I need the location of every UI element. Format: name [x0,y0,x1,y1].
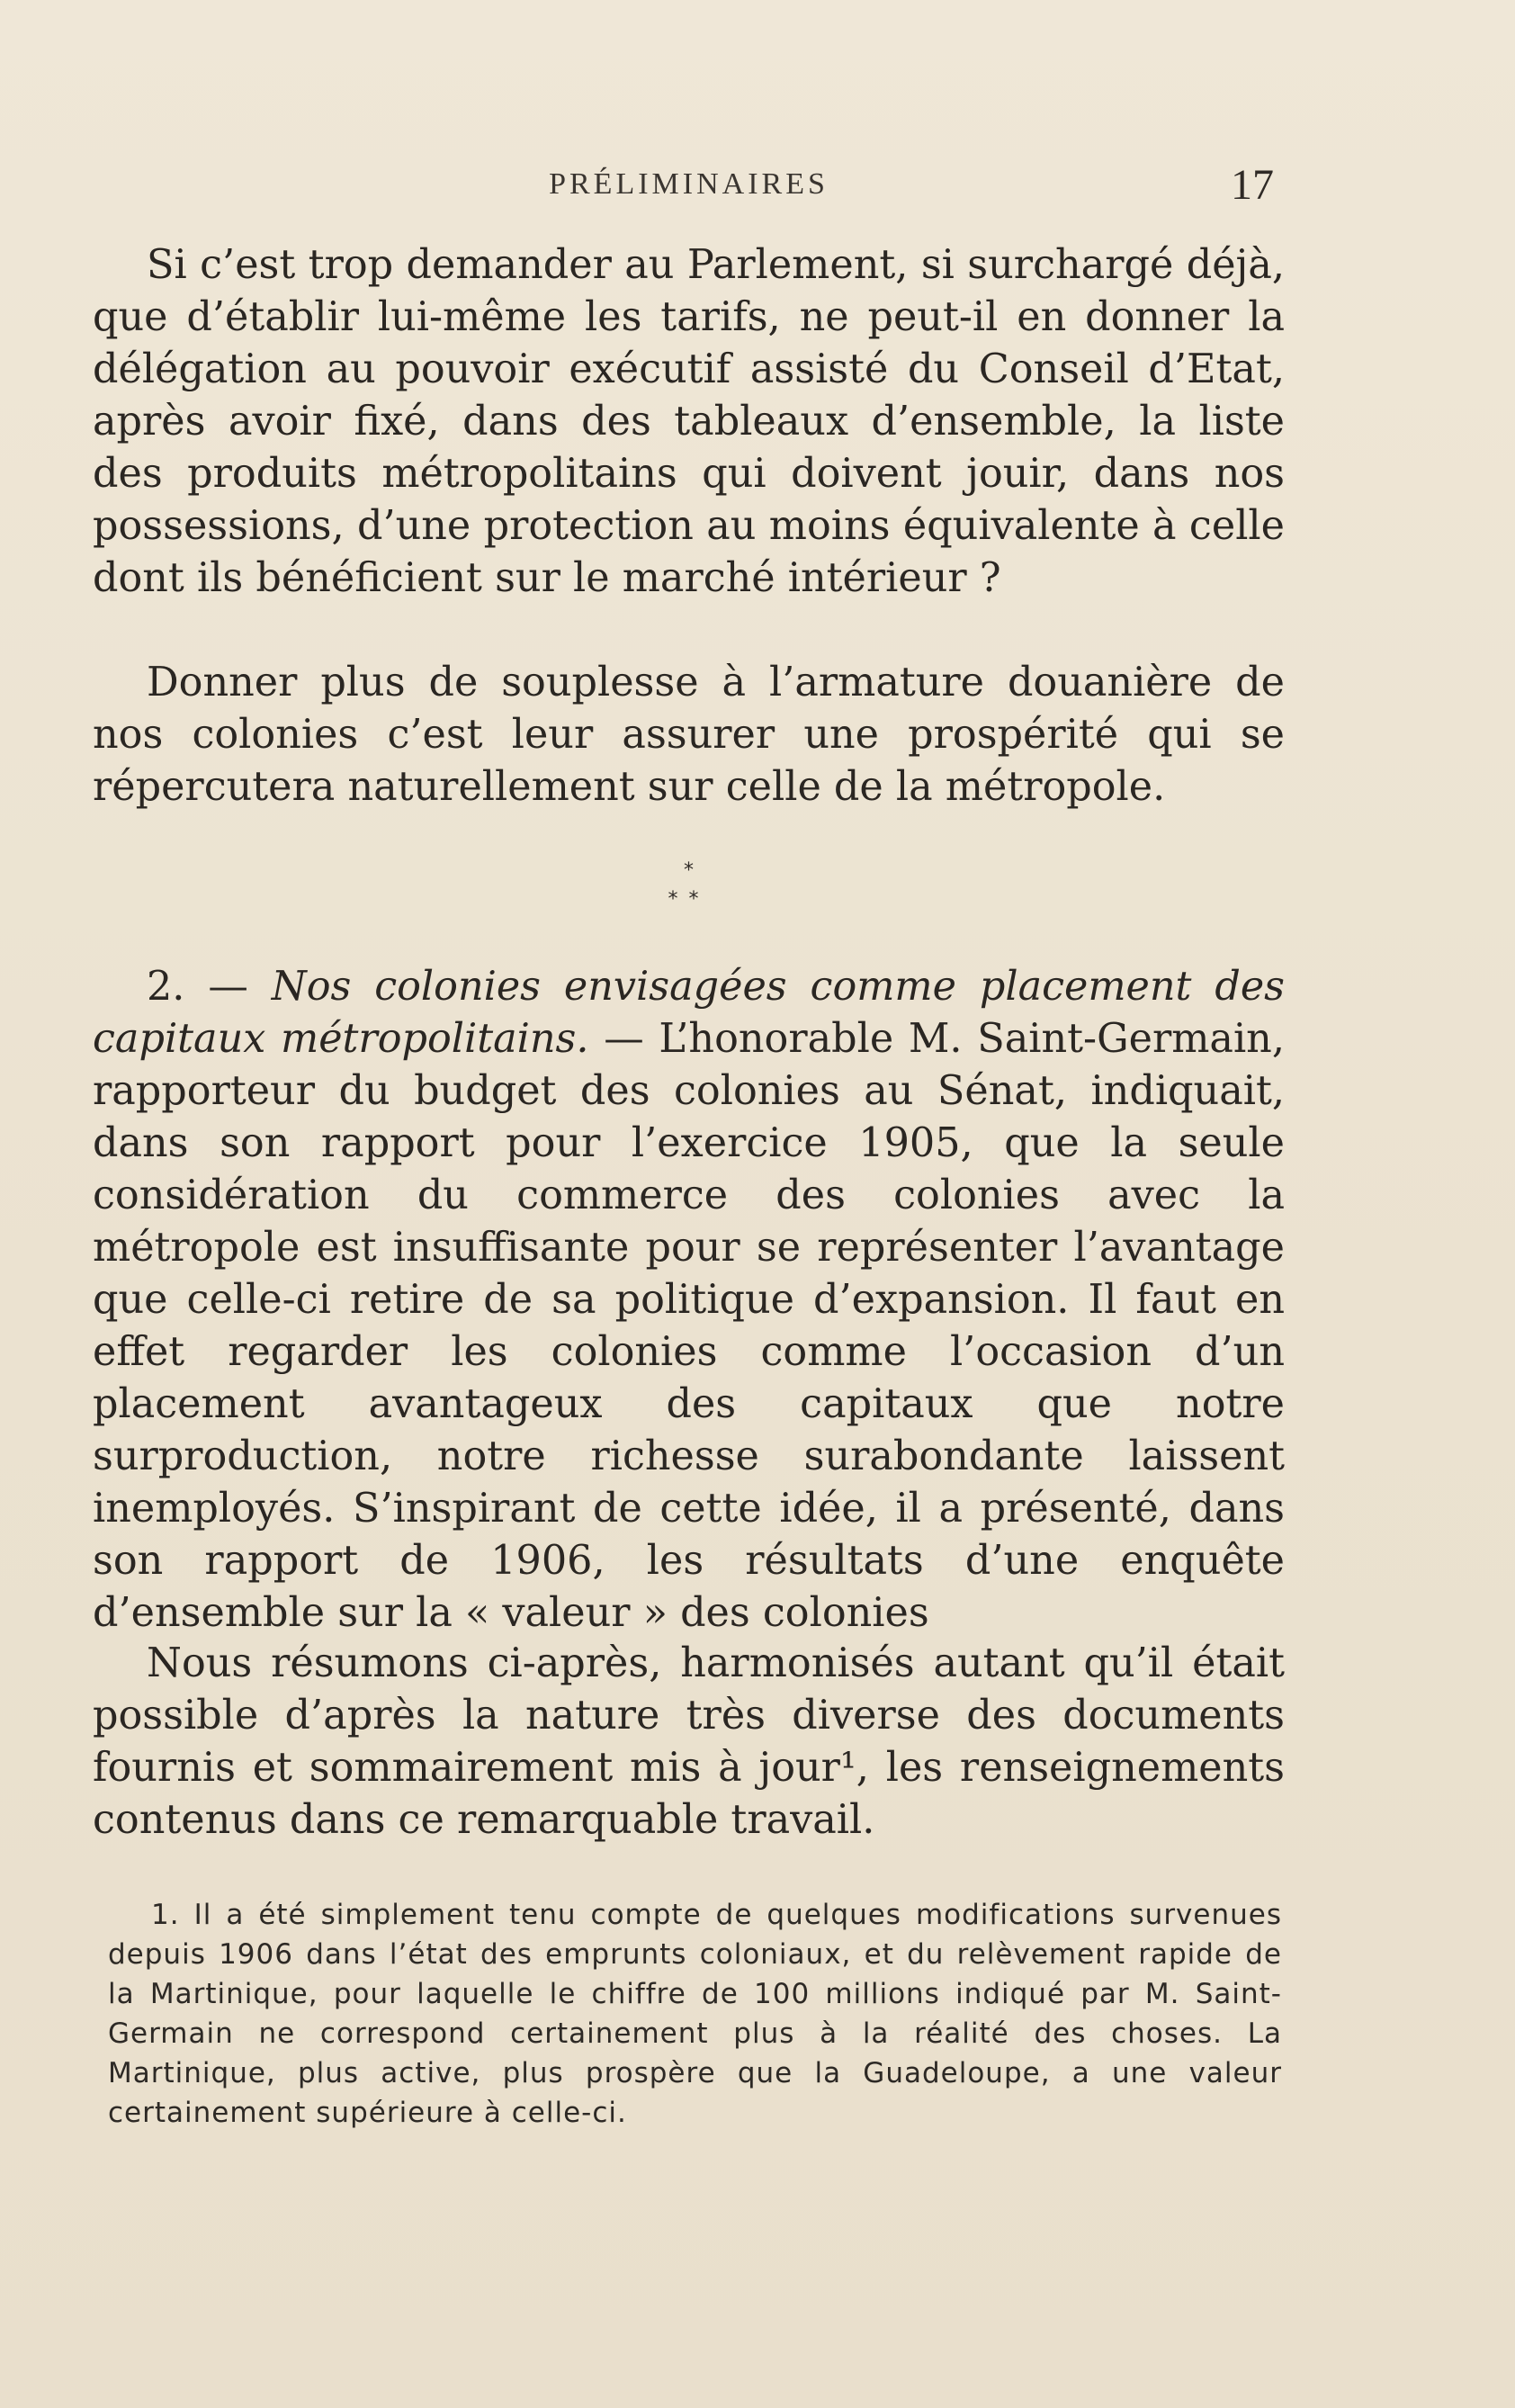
paragraph-text: Donner plus de souplesse à l’armature douanière de nos colonies c’est leur assurer une prospérité qui se répercutera naturellement sur celle de la métropole. [93,660,1285,810]
asterism-separator [93,859,1285,922]
asterism-bottom-stars: ** [668,888,710,911]
paragraph-parliament-tariffs [93,239,1285,605]
paragraph-text: Si c’est trop demander au Parlement, si surchargé déjà, que d’établir lui-même les tarifs, ne peut-il en donner la délégation au pouvoir exécutif assisté du Conseil d’Etat, après avoir fixé, dans des tableaux d’ensemble, la liste des produits métropolitains qui doivent jouir, dans nos possessions, d’une protection au moins équivalente à celle dont ils bénéficient sur le marché intérieur ? [93,242,1285,601]
paragraph-section-2 [93,961,1285,1640]
section-number: 2. — [147,964,272,1010]
running-head [93,160,1285,214]
running-head-title: PRÉLIMINAIRES [549,167,829,201]
footnote [108,1895,1282,2133]
page-number: 17 [1231,161,1274,209]
paragraph-summary [93,1638,1285,1846]
paragraph-customs-flexibility [93,657,1285,813]
paragraph-text: Nous résumons ci-après, harmonisés autant qu’il était possible d’après la nature très diverse des documents fournis et sommairement mis à jour¹, les renseignements contenus dans ce remarquable travail. [93,1640,1285,1843]
paragraph-text: — L’honorable M. Saint-Germain, rapporteur du budget des colonies au Sénat, indiquait, dans son rapport pour l’exercice 1905, que la seule considération du commerce des colonies avec la métropole est insuffisante pour se représenter l’avantage que celle-ci retire de sa politique d’expansion. Il faut en effet regarder les colonies comme l’occasion d’un placement avantageux des capitaux que notre surproduction, notre richesse surabondante laissent inemployés. S’inspirant de cette idée, il a présenté, dans son rapport de 1906, les résultats d’une enquête d’ensemble sur la « valeur » des colonies [93,1016,1285,1636]
asterism-top-star: * [684,859,694,882]
footnote-text: 1. Il a été simplement tenu compte de quelques modifications survenues depuis 1906 dans l’état des emprunts coloniaux, et du relèvement rapide de la Martinique, pour laquelle le chiffre de 100 millions indiqué par M. Saint-Germain ne correspond certainement plus à la réalité des choses. La Martinique, plus active, plus prospère que la Guadeloupe, a une valeur certainement supérieure à celle-ci. [108,1899,1282,2129]
section-heading: Nos colonies envisagées comme placement des capitaux métropolitains. [93,964,1285,1062]
